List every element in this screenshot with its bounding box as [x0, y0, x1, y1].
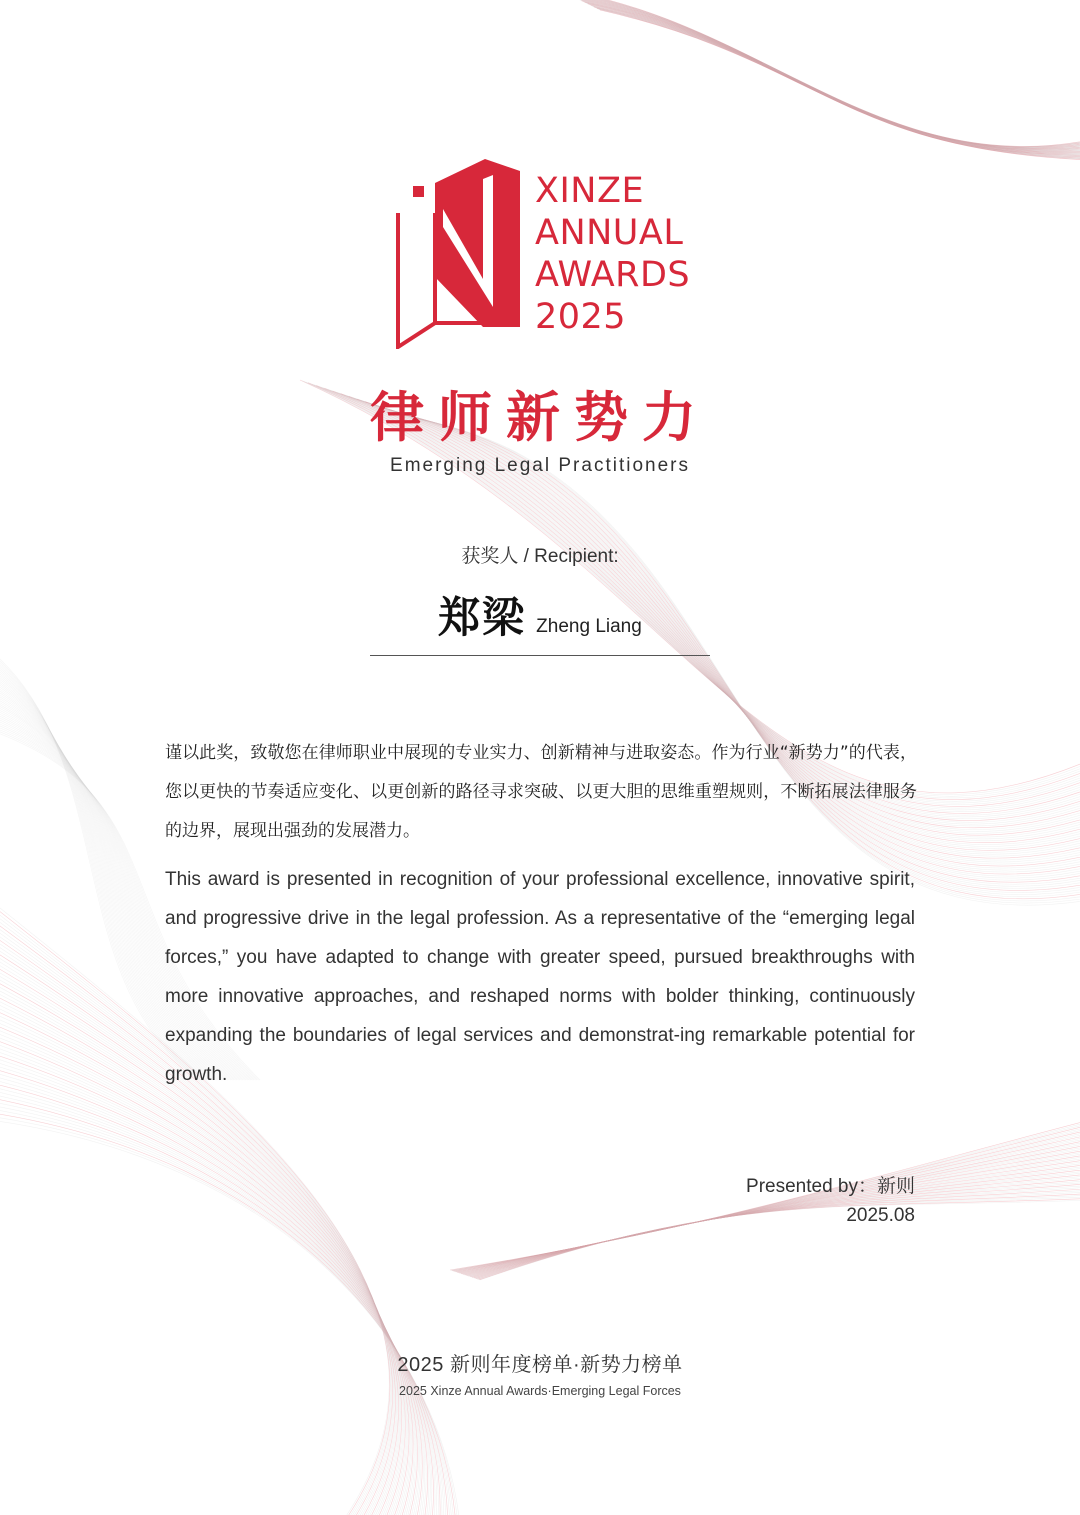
- footer-title-en: 2025 Xinze Annual Awards·Emerging Legal Forces: [399, 1384, 681, 1398]
- logo-wordmark: [535, 170, 735, 338]
- presented-by: Presented by：新则: [746, 1176, 915, 1197]
- citation-en: This award is presented in recognition of your professional excellence, innovative spirit, and progressive drive in the legal profession. As a representative of the “emerging legal forces,” you have adapted to change with greater speed, pursued breakthroughs with more innovative approaches, and reshaped norms with bolder thinking, continuously expanding the boundaries of legal services and demonstrat-ing remarkable potential for growth.: [165, 869, 915, 1085]
- logo-line-4: 2025: [535, 297, 627, 337]
- award-title: 律师新势力: [370, 386, 710, 449]
- recipient-name: [370, 585, 710, 656]
- award-subtitle: Emerging Legal Practitioners: [390, 455, 690, 476]
- recipient-label: 获奖人 / Recipient:: [461, 546, 619, 567]
- logo-line-2: ANNUAL: [535, 213, 684, 253]
- citation-cn: 谨以此奖，致敬您在律师职业中展现的专业实力、创新精神与进取姿态。作为行业“新势力”的代表，您以更快的节奏适应变化、以更创新的路径寻求突破、以更大胆的思维重塑规则，不断拓展法律服务的边界，展现出强劲的发展潜力。: [165, 743, 917, 841]
- n-door-logo-icon: [395, 157, 525, 349]
- logo-line-3: AWARDS: [535, 255, 691, 295]
- presented-date: 2025.08: [846, 1205, 915, 1226]
- recipient-name-cn: 郑梁: [438, 593, 527, 642]
- logo-line-1: XINZE: [535, 171, 645, 211]
- footer-title-cn: 2025 新则年度榜单·新势力榜单: [397, 1354, 683, 1376]
- recipient-name-en: Zheng Liang: [536, 616, 642, 637]
- presented-block: [615, 1172, 915, 1230]
